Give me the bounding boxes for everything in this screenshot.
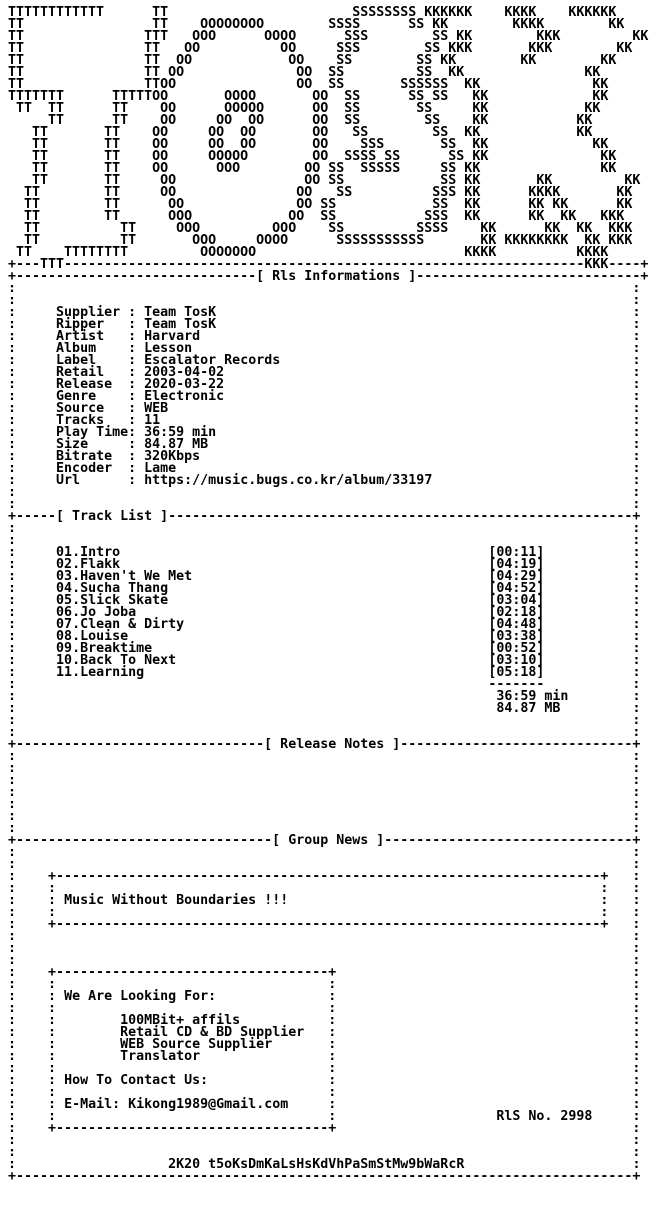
logo-line: TT TT OO OOO OO SS SSSSS SS KK KK	[8, 161, 617, 176]
logo-line: TT TT OO OO OO OO SSS SS KK KK	[8, 137, 609, 152]
info-label: Url	[56, 473, 129, 488]
section-header-release-notes: +-------------------------------[ Release Notes ]-----------------------------+	[8, 737, 641, 752]
info-value: Team TosK	[144, 305, 217, 320]
info-row: : Url : https://music.bugs.co.kr/album/33197 :	[8, 473, 641, 488]
blank-line: : :	[8, 845, 641, 860]
email-text: E-Mail: Kikong1989@Gmail.com	[64, 1097, 289, 1112]
blank-line: : :	[8, 521, 641, 536]
blank-line: : :	[8, 929, 641, 944]
track-duration: [03:38]	[488, 629, 545, 644]
track-row: : 01.Intro [00:11] :	[8, 545, 641, 560]
info-value: Lame	[144, 461, 177, 476]
looking-for-item: WEB Source Supplier	[120, 1037, 273, 1052]
info-label: Label	[56, 353, 129, 368]
track-number: 04	[56, 581, 73, 596]
logo-line: TT TT OO OO SS SS KK KK	[8, 65, 601, 80]
info-value: Lesson	[144, 341, 193, 356]
looking-for-item: Retail CD & BD Supplier	[120, 1025, 305, 1040]
info-row: : Album : Lesson :	[8, 341, 641, 356]
logo-line: TT TT OO OO SS SS KK KK KK	[8, 173, 641, 188]
logo-line: TT TT OOO OOOO SSSSSSSSSSS KK KKKKKKKK KK KKK	[8, 233, 633, 248]
contact-box-side: : : : :	[8, 1001, 641, 1016]
logo-line: TT TTTTTTTT OOOOOOO KKKK KKKK	[8, 245, 609, 260]
track-row: : 03.Haven't We Met [04:29] :	[8, 569, 641, 584]
track-number: 11	[56, 665, 73, 680]
email-row: : : E-Mail: Kikong1989@Gmail.com : :	[8, 1097, 641, 1112]
track-number: 05	[56, 593, 73, 608]
logo-line: TT TT OO OO SS SS KK KK KK	[8, 53, 617, 68]
logo-line: TT TT OO OO SS SS KK KK KK KK	[8, 197, 633, 212]
track-title: Jo Joba	[80, 605, 137, 620]
logo-line: TT TT OO OO OO OO SS SS KK KK	[8, 113, 593, 128]
info-value: WEB	[144, 401, 169, 416]
track-number: 02	[56, 557, 73, 572]
info-value: 2003-04-02	[144, 365, 225, 380]
looking-for-item-row: : : WEB Source Supplier : :	[8, 1037, 641, 1052]
blank-line: : :	[8, 533, 641, 548]
track-row: : 02.Flakk [04:19] :	[8, 557, 641, 572]
info-row: : Play Time: 36:59 min :	[8, 425, 641, 440]
track-row: : 04.Sucha Thang [04:52] :	[8, 581, 641, 596]
track-title: Louise	[80, 629, 129, 644]
track-row: : 09.Breaktime [00:52] :	[8, 641, 641, 656]
track-duration: [02:18]	[488, 605, 545, 620]
track-number: 06	[56, 605, 73, 620]
logo-line: TT TT OO OO SS SSS KK KKKK KK	[8, 185, 633, 200]
track-title: Haven't We Met	[80, 569, 193, 584]
contact-box-top: : +----------------------------------+ :	[8, 965, 641, 980]
track-duration: [03:04]	[488, 593, 545, 608]
info-value: Escalator Records	[144, 353, 281, 368]
track-row: : 07.Clean & Dirty [04:48] :	[8, 617, 641, 632]
info-label: Supplier	[56, 305, 129, 320]
looking-for-item-row: : : Translator : :	[8, 1049, 641, 1064]
info-label: Artist	[56, 329, 129, 344]
contact-title: How To Contact Us:	[64, 1073, 209, 1088]
total-size-row: : 84.87 MB :	[8, 701, 641, 716]
track-row: : 08.Louise [03:38] :	[8, 629, 641, 644]
info-value: https://music.bugs.co.kr/album/33197	[144, 473, 433, 488]
track-duration: [04:52]	[488, 581, 545, 596]
blank-line: : :	[8, 293, 641, 308]
blank-line: : :	[8, 725, 641, 740]
info-row: : Retail : 2003-04-02 :	[8, 365, 641, 380]
track-row: : 11.Learning [05:18] :	[8, 665, 641, 680]
logo-line: TT TT OO OO OO OO SS SS KK KK	[8, 125, 593, 140]
track-duration: [00:11]	[488, 545, 545, 560]
motto-box-side: : : : :	[8, 881, 641, 896]
info-row: : Genre : Electronic :	[8, 389, 641, 404]
info-row: : Supplier : Team TosK :	[8, 305, 641, 320]
track-row: : 10.Back To Next [03:10] :	[8, 653, 641, 668]
info-label: Encoder	[56, 461, 129, 476]
blank-line: : :	[8, 485, 641, 500]
track-number: 10	[56, 653, 73, 668]
info-label: Play Time	[56, 425, 129, 440]
track-title: Clean & Dirty	[80, 617, 185, 632]
info-row: : Tracks : 11 :	[8, 413, 641, 428]
contact-box-bottom: : +----------------------------------+ :	[8, 1121, 641, 1136]
info-row: : Release : 2020-03-22 :	[8, 377, 641, 392]
blank-line: : :	[8, 941, 641, 956]
info-value: 11	[144, 413, 161, 428]
logo-line: TT TT OOO OO SS SSS KK KK KK KKK	[8, 209, 625, 224]
footer-text: 2K20 t5oKsDmKaLsHsKdVhPaSmStMw9bWaRcR	[168, 1157, 465, 1172]
motto-box-side: : : : :	[8, 905, 641, 920]
logo-line: TT TTOO OO SS SSSSSS KK KK	[8, 77, 609, 92]
blank-line: : :	[8, 785, 641, 800]
info-label: Retail	[56, 365, 129, 380]
motto-box-bottom: : +--------------------------------------------------------------------+ :	[8, 917, 641, 932]
track-title: Slick Skate	[80, 593, 169, 608]
total-separator: : ------- :	[8, 677, 641, 692]
blank-line: : :	[8, 497, 641, 512]
track-title: Sucha Thang	[80, 581, 169, 596]
blank-line: : :	[8, 1145, 641, 1160]
contact-box-side: : : : :	[8, 1085, 641, 1100]
track-number: 09	[56, 641, 73, 656]
blank-line: : :	[8, 761, 641, 776]
total-size: 84.87 MB	[496, 701, 561, 716]
track-title: Learning	[80, 665, 145, 680]
info-value: 84.87 MB	[144, 437, 209, 452]
total-time-row: : 36:59 min :	[8, 689, 641, 704]
logo-line: TT TT OOOOOOOO SSSS SS KK KKKK KK	[8, 17, 625, 32]
logo-line: +---TTT-----------------------------------------------------------------KKK----+	[8, 257, 649, 272]
info-row: : Artist : Harvard :	[8, 329, 641, 344]
info-value: Harvard	[144, 329, 201, 344]
looking-for-item-row: : : 100MBit+ affils : :	[8, 1013, 641, 1028]
blank-line: : :	[8, 797, 641, 812]
info-row: : Encoder : Lame :	[8, 461, 641, 476]
looking-for-title: We Are Looking For:	[64, 989, 217, 1004]
info-label: Album	[56, 341, 129, 356]
motto-text: Music Without Boundaries !!!	[64, 893, 289, 908]
blank-line: : :	[8, 857, 641, 872]
blank-line: : :	[8, 953, 641, 968]
blank-line: : :	[8, 713, 641, 728]
track-duration: [05:18]	[488, 665, 545, 680]
release-number: RlS No. 2998	[496, 1109, 593, 1124]
info-row: : Source : WEB :	[8, 401, 641, 416]
blank-line: : :	[8, 1133, 641, 1148]
rls-no-row: : : : RlS No. 2998 :	[8, 1109, 641, 1124]
info-row: : Ripper : Team TosK :	[8, 317, 641, 332]
blank-line: : :	[8, 809, 641, 824]
track-duration: [03:10]	[488, 653, 545, 668]
contact-box-side: : : : :	[8, 977, 641, 992]
looking-for-item: Translator	[120, 1049, 201, 1064]
info-value: 2020-03-22	[144, 377, 225, 392]
motto-box-top: : +--------------------------------------------------------------------+ :	[8, 869, 641, 884]
bottom-border: +-----------------------------------------------------------------------------+	[8, 1169, 641, 1184]
info-value: Team TosK	[144, 317, 217, 332]
track-row: : 06.Jo Joba [02:18] :	[8, 605, 641, 620]
track-duration: [04:19]	[488, 557, 545, 572]
track-title: Flakk	[80, 557, 121, 572]
logo-line: TT TTT OOO OOOO SSS SS KK KKK KK	[8, 29, 649, 44]
info-label: Size	[56, 437, 129, 452]
track-title: Breaktime	[80, 641, 153, 656]
logo-line: TT TT TT OO OOOOO OO SS SS KK KK	[8, 101, 601, 116]
info-value: 320Kbps	[144, 449, 201, 464]
track-number: 07	[56, 617, 73, 632]
contact-box-side: : : : :	[8, 1061, 641, 1076]
logo-line: TTTTTTTTTTTT TT SSSSSSSS KKKKKK KKKK KKKKKK	[8, 5, 617, 20]
info-row: : Size : 84.87 MB :	[8, 437, 641, 452]
track-duration: [04:29]	[488, 569, 545, 584]
blank-line: : :	[8, 773, 641, 788]
track-number: 03	[56, 569, 73, 584]
info-label: Tracks	[56, 413, 129, 428]
motto-row: : : Music Without Boundaries !!! : :	[8, 893, 641, 908]
track-title: Back To Next	[80, 653, 177, 668]
logo-line: TT TT OOO OOO SS SSSS KK KK KK KKK	[8, 221, 633, 236]
blank-line: : :	[8, 281, 641, 296]
looking-for-item: 100MBit+ affils	[120, 1013, 241, 1028]
footer-row: : 2K20 t5oKsDmKaLsHsKdVhPaSmStMw9bWaRcR :	[8, 1157, 641, 1172]
info-label: Ripper	[56, 317, 129, 332]
blank-line: : :	[8, 749, 641, 764]
track-number: 01	[56, 545, 73, 560]
blank-line: : :	[8, 821, 641, 836]
info-label: Bitrate	[56, 449, 129, 464]
info-row: : Label : Escalator Records :	[8, 353, 641, 368]
track-title: Intro	[80, 545, 121, 560]
section-header-rls-info: +------------------------------[ Rls Informations ]----------------------------+	[8, 269, 649, 284]
info-label: Release	[56, 377, 129, 392]
track-row: : 05.Slick Skate [03:04] :	[8, 593, 641, 608]
track-duration: [04:48]	[488, 617, 545, 632]
info-value: Electronic	[144, 389, 225, 404]
logo-line: TT TT OO OO SSS SS KKK KKK KK	[8, 41, 633, 56]
contact-title-row: : : How To Contact Us: : :	[8, 1073, 641, 1088]
track-duration: [00:52]	[488, 641, 545, 656]
info-value: 36:59 min	[144, 425, 217, 440]
info-row: : Bitrate : 320Kbps :	[8, 449, 641, 464]
total-time: 36:59 min	[496, 689, 569, 704]
info-label: Genre	[56, 389, 129, 404]
section-header-group-news: +--------------------------------[ Group News ]-------------------------------+	[8, 833, 641, 848]
looking-for-title-row: : : We Are Looking For: : :	[8, 989, 641, 1004]
info-label: Source	[56, 401, 129, 416]
looking-for-item-row: : : Retail CD & BD Supplier : :	[8, 1025, 641, 1040]
track-number: 08	[56, 629, 73, 644]
section-header-track-list: +-----[ Track List ]----------------------------------------------------------+	[8, 509, 641, 524]
logo-line: TTTTTTT TTTTTOO OOOO OO SS SS SS KK KK	[8, 89, 609, 104]
logo-line: TT TT OO OOOOO OO SSSS SS SS KK KK	[8, 149, 617, 164]
